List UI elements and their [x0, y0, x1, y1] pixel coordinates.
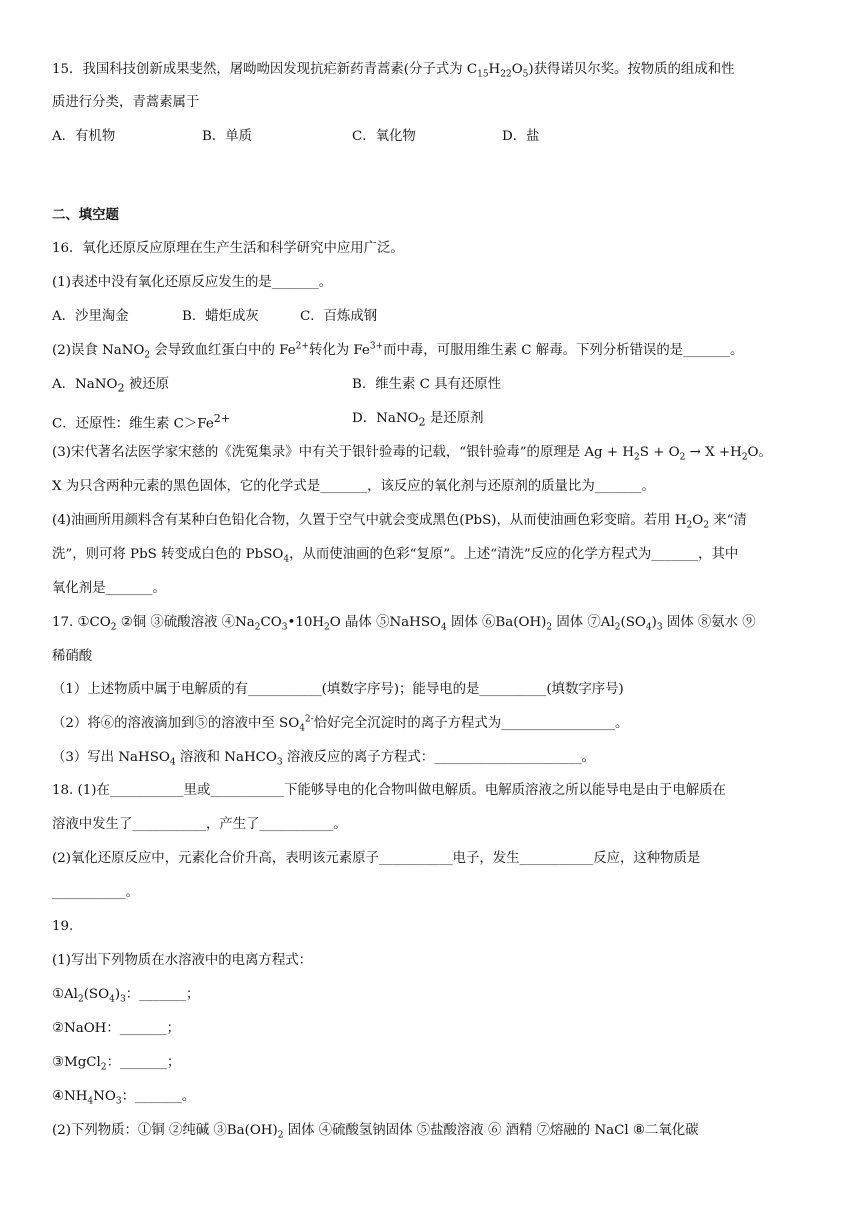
- q16-part1: (1)表述中没有氧化还原反应发生的是_______。: [52, 275, 333, 290]
- q17-part2: （2）将⑥的溶液滴加到⑤的溶液中至 $SO_4^{2-}$恰好完全沉淀时的离子方程式为_________________。: [52, 714, 629, 734]
- q19-part2: (2)下列物质：①铜 ②纯碱 $③Ba(OH)_2$ 固体 ④硫酸氢钠固体 ⑤盐酸溶液 ⑥ 酒精 ⑦熔融的 NaCl ⑧二氧化碳: [52, 1123, 699, 1141]
- q19-eq1: $①Al_2(SO_4)_3$：_______；: [52, 987, 200, 1005]
- q17-stem-line2: 稀硝酸: [52, 649, 93, 664]
- q16-part2-option-d: D．NaNO$_2$ 是还原剂: [352, 411, 484, 429]
- q17-part3: （3）写出 NaHSO$_4$ 溶液和 NaHCO$_3$ 溶液反应的离子方程式：______________________。: [52, 750, 595, 768]
- q15-option-a: A．有机物: [52, 129, 116, 144]
- q17-stem-line1: 17. $①CO_2$ ②铜 ③硫酸溶液 $④Na_2CO_3•10H_2O$ 晶体 ⑤NaHSO$_4$ 固体 $⑥Ba(OH)_2$ 固体 $⑦Al_2(SO_4)_3$ 固体 ⑧氨水 ⑨: [52, 615, 756, 633]
- q18-line2: 溶液中发生了___________，产生了___________。: [52, 817, 347, 832]
- q15-option-c: C．氧化物: [352, 129, 416, 144]
- q19-eq2: ②NaOH：_______；: [52, 1021, 181, 1036]
- q19-eq4: $④NH_4NO_3$：_______。: [52, 1089, 196, 1107]
- q19-number: 19.: [52, 919, 74, 934]
- q16-part3-line2: X 为只含两种元素的黑色固体，它的化学式是_______，该反应的氧化剂与还原剂的质量比为_______。: [52, 479, 655, 494]
- q16-part2-option-b: B．维生素 C 具有还原性: [352, 377, 502, 392]
- q15-option-d: D．盐: [502, 129, 540, 144]
- q18-line3: (2)氧化还原反应中，元素化合价升高，表明该元素原子___________电子，发生___________反应，这种物质是: [52, 851, 701, 866]
- q16-part2-option-c: C．还原性：维生素 $C>Fe^{2+}$: [52, 412, 231, 432]
- q17-part1: （1）上述物质中属于电解质的有___________(填数字序号)；能导电的是__________(填数字序号): [52, 682, 624, 697]
- q16-part1-option-a: A．沙里淘金: [52, 309, 129, 324]
- q16-part4-line1: (4)油画所用颜料含有某种白色铅化合物，久置于空气中就会变成黑色(PbS)，从而使油画色彩变暗。若用 $H_2O_2$ 来“清: [52, 513, 747, 531]
- q15-option-b: B．单质: [202, 129, 253, 144]
- q19-part1: (1)写出下列物质在水溶液中的电离方程式：: [52, 953, 312, 968]
- section-title: 二、填空题: [52, 208, 119, 223]
- q16-part2-option-a: A．NaNO$_2$ 被还原: [52, 377, 170, 395]
- q18-line4: ___________。: [52, 885, 140, 900]
- q16-part4-line2: 洗”，则可将 PbS 转变成白色的 PbSO$_4$，从而使油画的色彩“复原”。上述“清洗”反应的化学方程式为_______，其中: [52, 547, 739, 565]
- q19-eq3: ③MgCl$_2$：_______；: [52, 1055, 181, 1073]
- q16-part1-option-b: B．蜡炬成灰: [182, 309, 259, 324]
- q16-part2: (2)误食 NaNO$_2$ 会导致血红蛋白中的 $Fe^{2+}$转化为 $Fe^{3+}$而中毒，可服用维生素 C 解毒。下列分析错误的是_______。: [52, 341, 744, 361]
- q15-stem-line1: 15．我国科技创新成果斐然，屠呦呦因发现抗疟新药青蒿素(分子式为 $C_{15}H_{22}O_5$)获得诺贝尔奖。按物质的组成和性: [52, 62, 735, 80]
- q16-part1-option-c: C．百炼成钢: [300, 309, 378, 324]
- q16-part4-line3: 氧化剂是_______。: [52, 581, 166, 596]
- q15-stem-line2: 质进行分类，青蒿素属于: [52, 95, 200, 110]
- q16-part3-line1: (3)宋代著名法医学家宋慈的《洗冤集录》中有关于银针验毒的记载，“银针验毒”的原理是 $Ag + H_2S + O_2 \to X +H_2O$。: [52, 445, 772, 463]
- q18-line1: 18. (1)在___________里或___________下能够导电的化合物叫做电解质。电解质溶液之所以能导电是由于电解质在: [52, 783, 726, 798]
- q16-intro: 16．氧化还原反应原理在生产生活和科学研究中应用广泛。: [52, 241, 404, 256]
